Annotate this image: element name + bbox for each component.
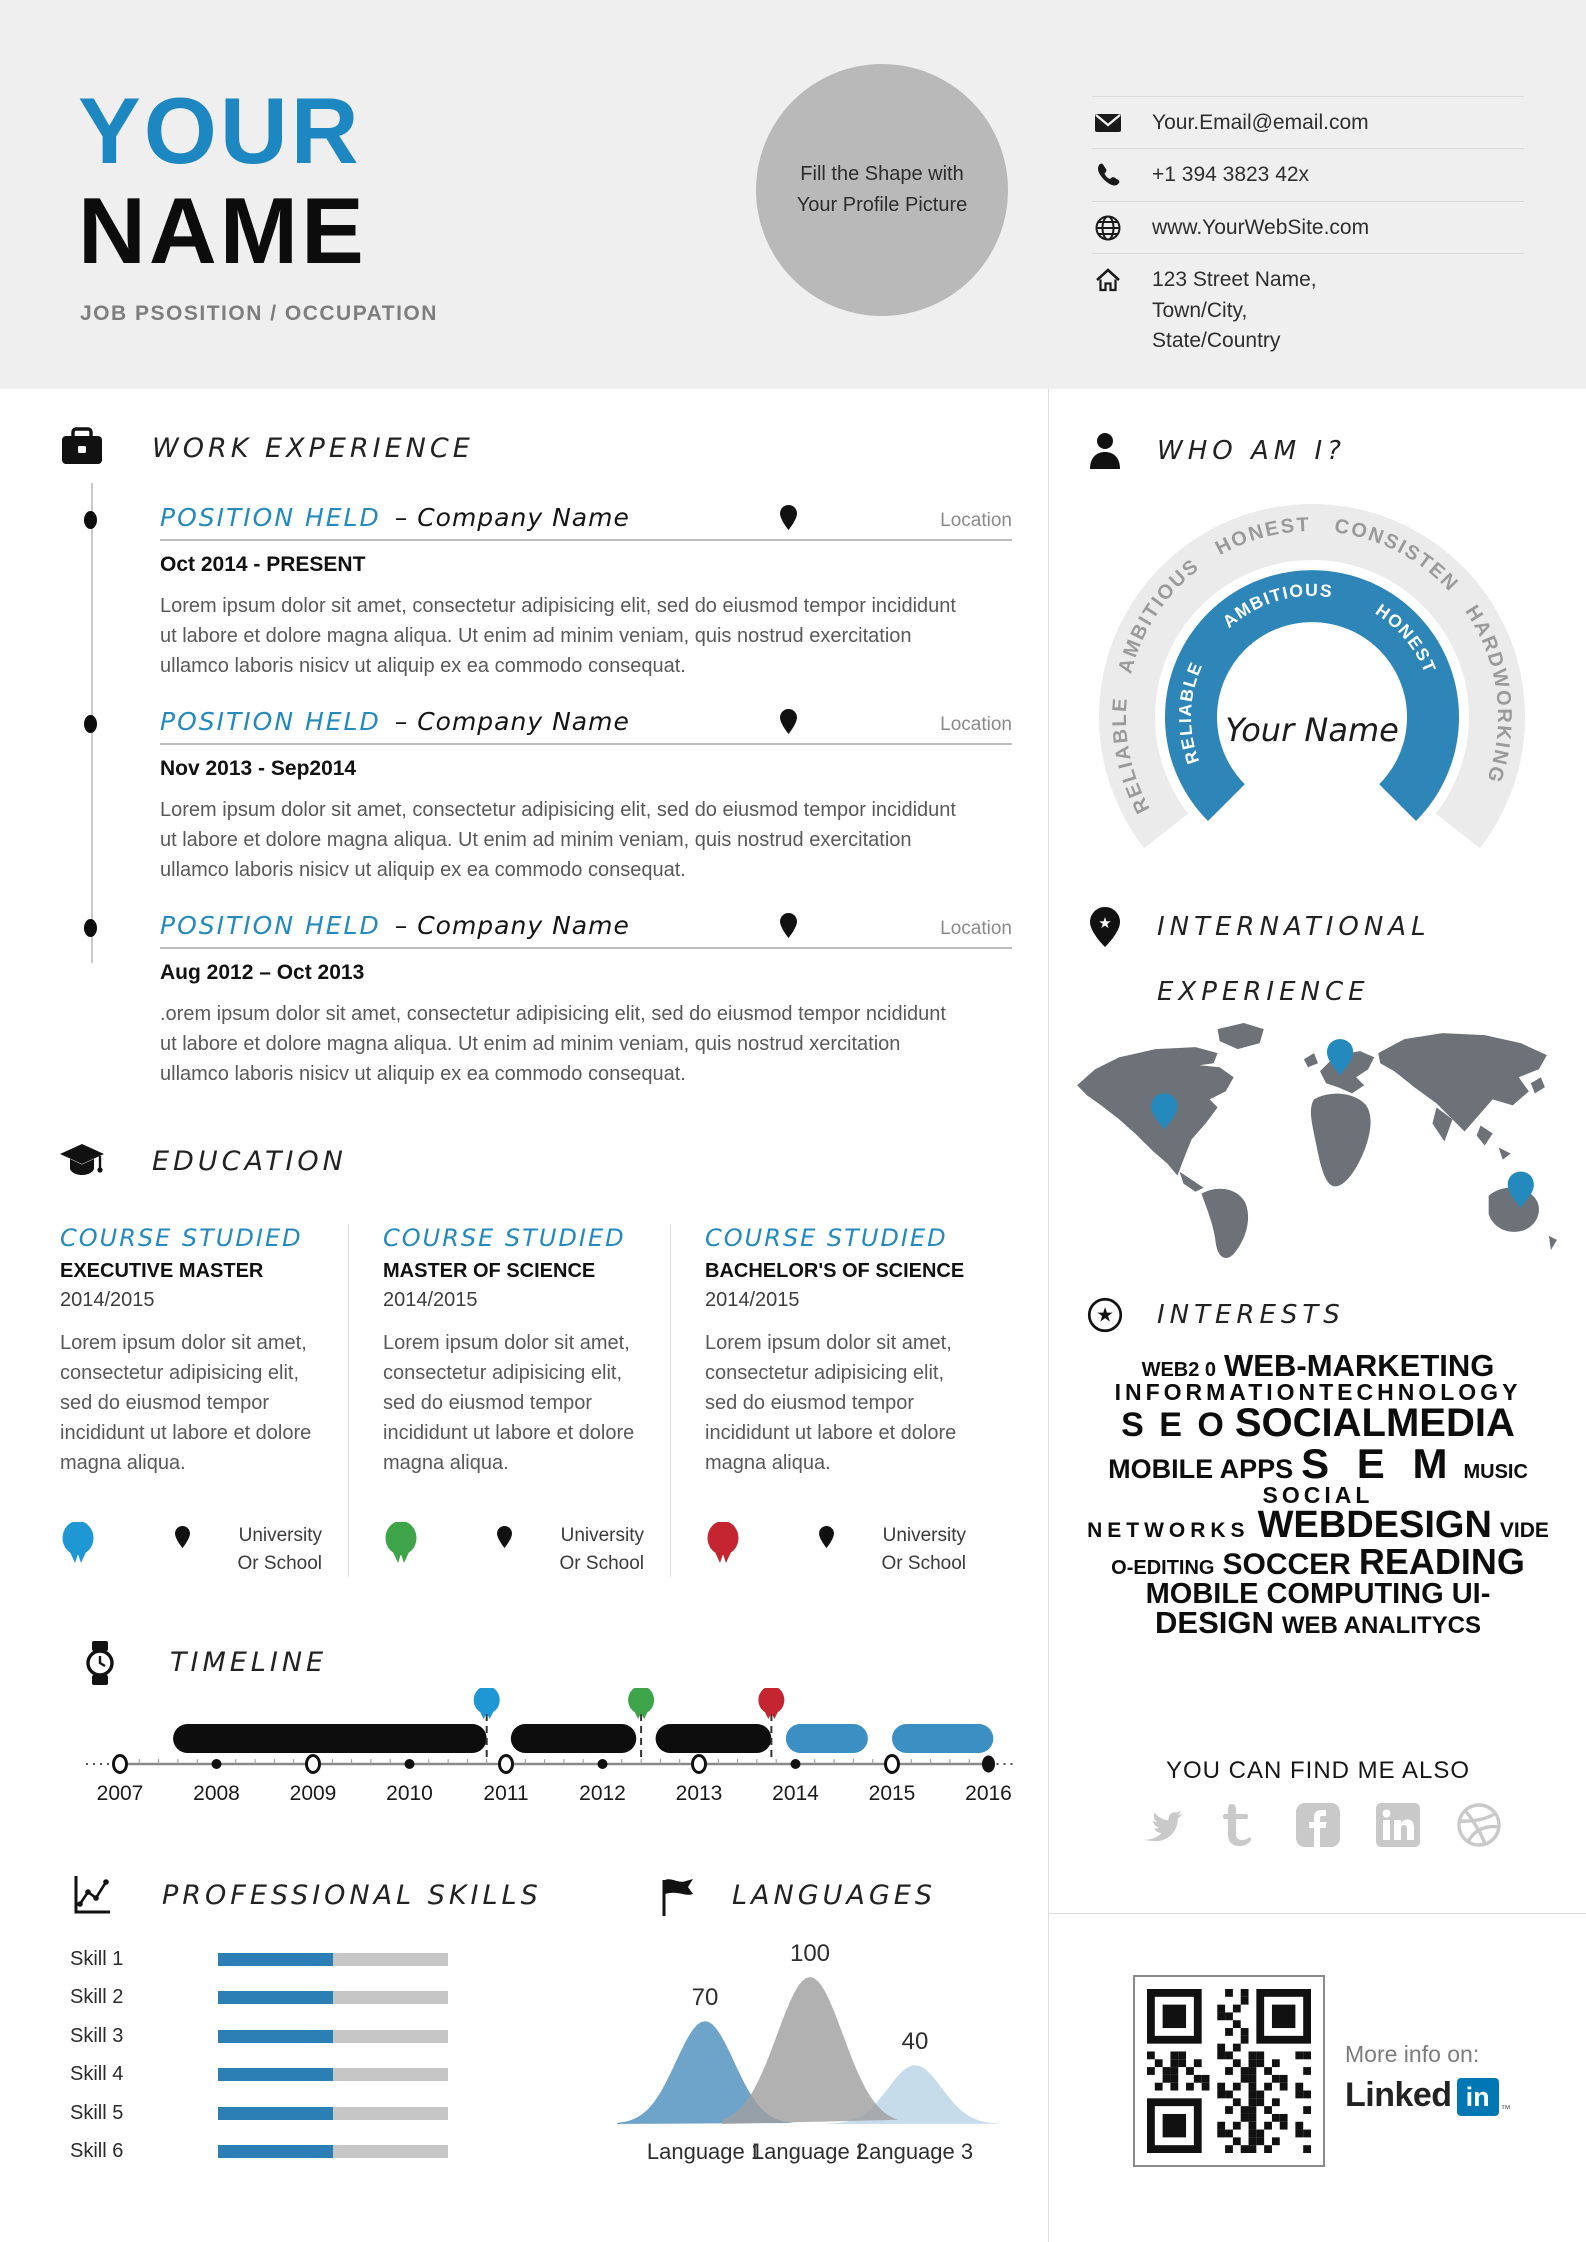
education-column [60,1224,348,1577]
personality-gauge [1077,489,1547,939]
work-title: WORK EXPERIENCE [152,432,474,464]
trademark: ™ [1500,2104,1511,2115]
course-years: 2014/2015 [383,1289,478,1311]
work-dates: Oct 2014 - PRESENT [160,553,366,576]
sidebar [1048,389,1586,2242]
last-name: NAME [78,178,367,283]
flag-icon [660,1876,696,1918]
skill-label: Skill 2 [70,1986,124,2008]
course-title: COURSE STUDIED [383,1224,626,1252]
section-education [60,1138,1012,1577]
location-label: Location [940,918,1012,939]
contact-email[interactable] [1092,97,1524,149]
company-name: – Company Name [394,503,630,532]
svg-text:2012: 2012 [579,1782,626,1805]
chart-line-icon [70,1872,114,1918]
svg-text:40: 40 [901,2028,929,2055]
interests-word-cloud [1049,1348,1586,1641]
skill-bar [218,2068,448,2081]
linkedin-icon[interactable] [1375,1802,1421,1848]
skills-bars [70,1948,610,2163]
international-title-line1: INTERNATIONAL [1157,912,1431,942]
interest-word: O-EDITING [1111,1557,1215,1580]
work-description: Lorem ipsum dolor sit amet, consectetur adipisicing elit, sed do eiusmod tempor incididunt ut labore et dolore magna aliqua. Ut enim ad minim veniam, quis nostrud exercitation ullamco laboris nisicv ut aliquip ex ea commodo consequat. [160,595,956,677]
school-name: University Or School [881,1525,966,1574]
linkedin-logo[interactable]: Linked in ™ [1345,2076,1511,2115]
first-name: YOUR [78,78,362,183]
circled-star-icon [1087,1295,1123,1335]
who-am-i-title: WHO AM I? [1157,436,1346,466]
school-name: University Or School [237,1525,322,1574]
skill-row [70,2064,610,2086]
profile-picture-placeholder[interactable] [756,64,1008,316]
svg-text:★: ★ [1096,1304,1114,1327]
course-description: Lorem ipsum dolor sit amet, consectetur adipisicing elit, sed do eiusmod tempor incididunt ut labore et dolore magna aliqua. [383,1332,635,1474]
svg-text:Language 2: Language 2 [751,2139,869,2164]
linkedin-promo[interactable] [1345,2041,1511,2116]
interest-word: SOCIAL [1262,1482,1374,1509]
work-dates: Nov 2013 - Sep2014 [160,757,357,780]
skill-row [70,1948,610,1970]
more-info-text: More info on: [1345,2041,1480,2067]
interest-word: WEB ANALITYCS [1281,1612,1481,1640]
work-entry [160,911,1012,1089]
work-description: .orem ipsum dolor sit amet, consectetur adipisicing elit, sed do eiusmod tempor ncididunt ut labore et dolore magna aliqua. Ut enim ad minim veniam, quis nostrud xercitation ullamco laboris nisicv ut aliquip ex ea commodo consequat. [160,1003,946,1085]
contact-address [1092,254,1524,366]
section-timeline [60,1638,1060,1810]
skill-row [70,2102,610,2124]
svg-text:RELIABLE AMBITIOUS: RELIABLE AMBITIOUS HONEST [1174,579,1441,767]
interest-word: WEB2 0 [1141,1359,1217,1381]
skill-bar [218,2030,448,2043]
svg-text:2008: 2008 [193,1782,240,1805]
svg-text:2013: 2013 [675,1782,723,1805]
international-title-line2: EXPERIENCE [1157,977,1370,1007]
interests-title: INTERESTS [1157,1300,1345,1330]
interest-word: VIDE [1499,1519,1549,1543]
section-skills [70,1872,610,2179]
languages-title: LANGUAGES [732,1879,936,1911]
course-description: Lorem ipsum dolor sit amet, consectetur adipisicing elit, sed do eiusmod tempor incididunt ut labore et dolore magna aliqua. [705,1332,957,1474]
svg-text:2015: 2015 [868,1782,916,1805]
find-me-title: YOU CAN FIND ME ALSO [1165,1757,1471,1784]
interest-word: WEBDESIGN [1257,1504,1492,1547]
balloon-icon [383,1522,419,1566]
svg-text:Language 1: Language 1 [646,2139,764,2164]
location-label: Location [940,510,1012,531]
address-text: 123 Street Name, Town/City, State/Country [1152,268,1317,353]
timeline-dot [84,919,97,937]
skill-bar [218,1991,448,2004]
interest-word: DESIGN [1155,1605,1274,1641]
balloon-icon [60,1522,96,1566]
location-pin-icon [780,709,797,734]
twitter-bird-icon[interactable] [1133,1803,1185,1847]
svg-text:2009: 2009 [289,1782,337,1805]
svg-text:2007: 2007 [96,1782,144,1805]
skill-row [70,1987,610,2009]
position-title: POSITION HELD [160,911,381,940]
location-pin-icon [780,505,797,530]
email-text: Your.Email@email.com [1152,111,1369,134]
location-pin-icon [175,1526,190,1548]
svg-text:2011: 2011 [483,1782,529,1805]
timeline-chart [78,1688,1018,1810]
qr-code [1133,1975,1325,2167]
interest-word: SOCCER [1222,1548,1351,1582]
social-icons [1049,1801,1586,1849]
degree-name: BACHELOR'S OF SCIENCE [705,1260,965,1282]
timeline-dot [84,715,97,733]
interest-word: READING [1358,1541,1525,1583]
svg-text:2010: 2010 [386,1782,433,1805]
course-years: 2014/2015 [60,1289,155,1311]
header [0,0,1586,389]
contact-website[interactable] [1092,202,1524,254]
work-dates: Aug 2012 – Oct 2013 [160,961,365,984]
graduation-cap-icon [60,1138,104,1184]
degree-name: MASTER OF SCIENCE [383,1260,596,1282]
watch-icon [78,1640,122,1686]
svg-text:★: ★ [1098,915,1112,932]
interest-word: NETWORKS [1087,1519,1250,1543]
contact-list [1092,96,1524,367]
briefcase-icon [60,425,104,471]
svg-text:100: 100 [789,1940,831,1967]
skill-bar [218,2145,448,2158]
contact-phone[interactable] [1092,149,1524,201]
skill-bar [218,2107,448,2120]
interest-word: UI- [1451,1577,1491,1610]
job-title: JOB PSOSITION / OCCUPATION [80,302,438,325]
dribbble-icon[interactable] [1455,1801,1503,1849]
sidebar-divider [1049,1913,1586,1914]
interest-word: S E M [1301,1440,1456,1488]
skills-title: PROFESSIONAL SKILLS [162,1879,542,1911]
interest-word: WEB-MARKETING [1224,1348,1495,1383]
svg-text:2016: 2016 [965,1782,1012,1805]
location-pin-icon [780,913,797,938]
course-years: 2014/2015 [705,1289,800,1311]
phone-icon [1094,161,1122,189]
profile-placeholder-text: Fill the Shape with Your Profile Picture [796,163,968,216]
svg-text:70: 70 [691,1984,719,2011]
interest-word: MOBILE APPS [1108,1454,1294,1485]
course-title: COURSE STUDIED [705,1224,948,1252]
pin-star-icon [1087,907,1123,947]
location-pin-icon [819,1526,834,1548]
timeline-dot [84,511,97,529]
work-entry [160,503,1012,681]
timeline-title: TIMELINE [170,1646,328,1678]
skill-row [70,2141,610,2163]
skill-label: Skill 5 [70,2101,124,2124]
course-description: Lorem ipsum dolor sit amet, consectetur adipisicing elit, sed do eiusmod tempor incididunt ut labore et dolore magna aliqua. [60,1332,312,1474]
envelope-icon [1094,109,1122,137]
twitter-t-icon[interactable] [1219,1802,1261,1848]
company-name: – Company Name [394,707,630,736]
skill-bar [218,1953,448,1966]
company-name: – Company Name [394,911,630,940]
world-map [1067,1007,1569,1265]
skill-row [70,2025,610,2047]
interest-word: MOBILE COMPUTING [1145,1577,1444,1610]
section-languages [615,1872,1015,2172]
svg-text:2014: 2014 [772,1782,819,1805]
education-column [670,1224,992,1577]
skill-label: Skill 6 [70,2140,124,2162]
degree-name: EXECUTIVE MASTER [60,1260,264,1282]
home-icon [1094,266,1122,294]
location-label: Location [940,714,1012,735]
svg-text:Language 3: Language 3 [856,2139,974,2164]
education-column [348,1224,670,1577]
phone-text: +1 394 3823 42x [1152,163,1310,187]
course-title: COURSE STUDIED [60,1224,303,1252]
skill-label: Skill 4 [70,2063,124,2085]
skill-label: Skill 3 [70,2024,124,2047]
location-pin-icon [497,1526,512,1548]
interest-word: S E O [1121,1406,1227,1445]
work-entry [160,707,1012,885]
school-name: University Or School [559,1525,644,1574]
person-icon [1087,431,1123,471]
education-title: EDUCATION [152,1145,347,1177]
position-title: POSITION HELD [160,707,381,736]
skill-label: Skill 1 [70,1947,124,1970]
interest-word: SOCIALMEDIA [1234,1401,1515,1446]
balloon-icon [705,1522,741,1566]
svg-text:RELIABLE AMBITIOUS HONEST: RELIABLE AMBITIOUS HONEST CONSISTEN HARDWORKING [1108,513,1516,817]
interest-word: INFORMATIONTECHNOLOGY [1114,1379,1522,1406]
work-description: Lorem ipsum dolor sit amet, consectetur adipisicing elit, sed do eiusmod tempor incididunt ut labore et dolore magna aliqua. Ut enim ad minim veniam, quis nostrud exercitation ullamco laboris nisicv ut aliquip ex ea commodo consequat. [160,799,956,881]
globe-icon [1094,214,1122,242]
website-text: www.YourWebSite.com [1152,215,1370,239]
section-work-experience [60,425,1012,1115]
languages-chart [615,1922,1011,2172]
gauge-center-name: Your Name [1225,711,1399,749]
interest-word: MUSIC [1463,1461,1528,1484]
position-title: POSITION HELD [160,503,381,532]
facebook-icon[interactable] [1295,1802,1341,1848]
